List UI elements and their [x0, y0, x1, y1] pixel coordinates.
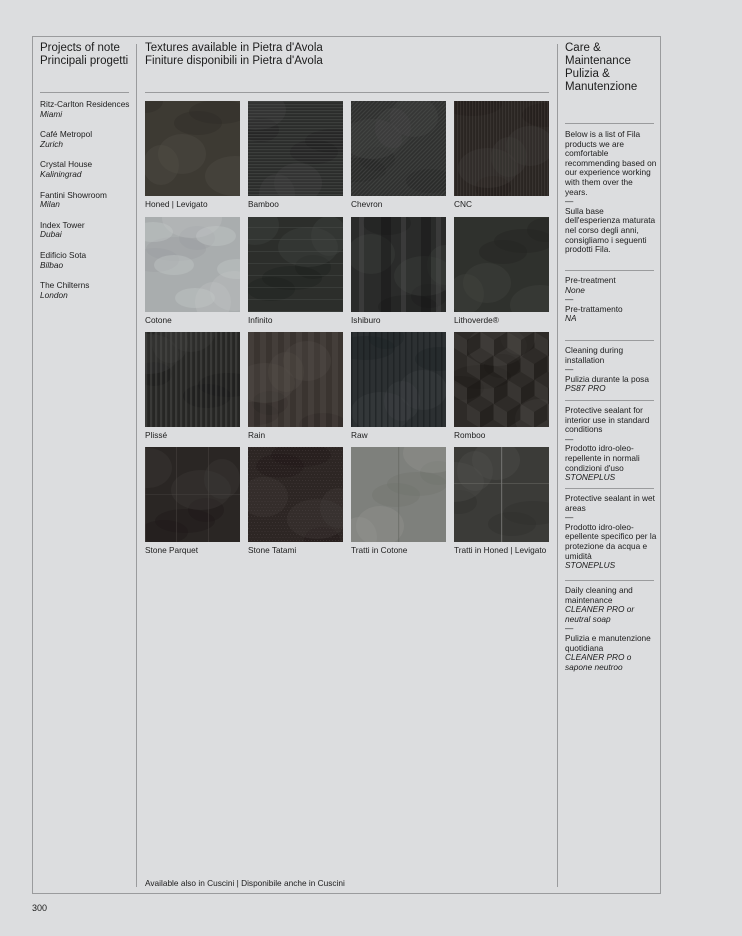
care-item-it-value: NA	[565, 313, 577, 324]
textures-divider	[145, 92, 549, 93]
texture-label: Raw	[351, 430, 368, 440]
project-city: Zurich	[40, 138, 64, 149]
care-item-dash: —	[565, 433, 574, 444]
texture-swatch	[145, 332, 240, 427]
projects-heading	[40, 42, 132, 68]
texture-label: CNC	[454, 199, 472, 209]
care-item-dash: —	[565, 294, 574, 305]
care-heading-line1: Care &	[565, 42, 601, 54]
texture-label: Lithoverde®	[454, 315, 499, 325]
care-divider-top	[565, 123, 654, 124]
textures-heading-it: Finiture disponibili in Pietra d'Avola	[145, 55, 323, 67]
care-item	[565, 406, 657, 483]
texture-label: Stone Tatami	[248, 545, 297, 555]
texture-swatch	[454, 101, 549, 196]
project-city: Dubai	[40, 229, 62, 240]
texture-swatch	[248, 101, 343, 196]
texture-swatch	[454, 217, 549, 312]
texture-label: Honed | Levigato	[145, 199, 208, 209]
project-name: Index Tower	[40, 219, 85, 230]
projects-list	[40, 100, 135, 311]
care-item-dash: —	[565, 512, 574, 523]
care-item-it-value: STONEPLUS	[565, 560, 616, 571]
projects-heading-en: Projects of note	[40, 42, 120, 54]
care-item-it: Pulizia e manutenzione quotidiana	[565, 632, 651, 653]
care-heading-line3: Pulizia &	[565, 68, 610, 80]
care-item-en: Cleaning during installation	[565, 345, 624, 365]
project-item	[40, 221, 135, 240]
care-item	[565, 276, 657, 324]
texture-swatch	[248, 217, 343, 312]
project-name: Ritz-Carlton Residences	[40, 99, 130, 109]
care-item-en-value: None	[565, 284, 585, 295]
texture-label: Plissé	[145, 430, 168, 440]
care-intro	[565, 130, 657, 255]
care-item-it-value: PS87 PRO	[565, 383, 606, 394]
texture-label: Romboo	[454, 430, 486, 440]
project-name: Fantini Showroom	[40, 189, 107, 200]
care-item-it-value: STONEPLUS	[565, 472, 616, 483]
texture-label: Bamboo	[248, 199, 279, 209]
care-item-it: Prodotto idro-oleo-repellente in normali condizioni d'uso	[565, 443, 640, 473]
column-divider-left	[136, 44, 137, 887]
care-item-dash: —	[565, 623, 574, 634]
care-item-en: Pre-treatment	[565, 275, 616, 285]
project-city: Miami	[40, 108, 63, 119]
texture-swatch	[145, 217, 240, 312]
texture-swatch	[351, 101, 446, 196]
project-item	[40, 281, 135, 300]
project-name: Crystal House	[40, 159, 93, 170]
texture-swatch	[351, 217, 446, 312]
care-item-en: Daily cleaning and maintenance	[565, 585, 633, 605]
project-item	[40, 100, 135, 119]
care-item-en-value: CLEANER PRO or neutral soap	[565, 604, 635, 624]
texture-swatch	[145, 101, 240, 196]
texture-label: Ishiburo	[351, 315, 381, 325]
projects-divider	[40, 92, 129, 93]
project-name: Edificio Sota	[40, 249, 87, 260]
texture-label: Chevron	[351, 199, 383, 209]
texture-swatch	[454, 447, 549, 542]
texture-label: Stone Parquet	[145, 545, 199, 555]
textures-heading-en: Textures available in Pietra d'Avola	[145, 42, 323, 54]
texture-label: Rain	[248, 430, 266, 440]
care-intro-dash: —	[565, 196, 574, 207]
page-number: 300	[32, 903, 48, 913]
care-item-divider	[565, 340, 654, 341]
care-intro-en: Below is a list of Fila products we are comfortable recommending based on our experience working with them over the years.	[565, 129, 657, 197]
texture-swatch	[454, 332, 549, 427]
care-item-divider	[565, 400, 654, 401]
projects-heading-it: Principali progetti	[40, 55, 129, 67]
care-item-en: Protective sealant for interior use in standard conditions	[565, 405, 650, 435]
project-city: Milan	[40, 199, 60, 210]
project-item	[40, 160, 135, 179]
texture-swatch	[248, 447, 343, 542]
care-item-it: Pre-trattamento	[565, 303, 623, 314]
texture-label: Tratti in Cotone	[351, 545, 408, 555]
care-item-divider	[565, 488, 654, 489]
care-item	[565, 586, 657, 672]
care-item-divider	[565, 270, 654, 271]
texture-swatch	[248, 332, 343, 427]
project-city: Kaliningrad	[40, 168, 82, 179]
textures-heading	[145, 42, 545, 68]
texture-label: Infinito	[248, 315, 273, 325]
care-item-en: Protective sealant in wet areas	[565, 493, 655, 513]
project-name: Café Metropol	[40, 129, 93, 140]
texture-swatch	[351, 447, 446, 542]
care-heading	[565, 42, 657, 94]
column-divider-right	[557, 44, 558, 887]
project-item	[40, 191, 135, 210]
project-city: Bilbao	[40, 259, 64, 270]
care-item-it-value: CLEANER PRO o sapone neutroo	[565, 652, 632, 672]
project-item	[40, 130, 135, 149]
texture-label: Cotone	[145, 315, 172, 325]
care-item-it: Prodotto idro-oleo-epellente specifico per la protezione da acqua e umidità	[565, 521, 657, 561]
footnote: Available also in Cuscini | Disponibile anche in Cuscini	[145, 878, 345, 888]
care-item-it: Pulizia durante la posa	[565, 373, 649, 384]
care-item	[565, 494, 657, 571]
care-item-divider	[565, 580, 654, 581]
care-heading-line2: Maintenance	[565, 55, 631, 67]
texture-swatch	[351, 332, 446, 427]
care-item	[565, 346, 657, 394]
care-intro-it: Sulla base dell'esperienza maturata nel corso degli anni, consigliamo i seguenti prodotti Fila.	[565, 205, 656, 255]
texture-swatch	[145, 447, 240, 542]
project-item	[40, 251, 135, 270]
texture-label: Tratti in Honed | Levigato	[454, 545, 547, 555]
project-city: London	[40, 289, 68, 300]
care-item-dash: —	[565, 364, 574, 375]
care-heading-line4: Manutenzione	[565, 81, 638, 93]
project-name: The Chilterns	[40, 280, 90, 291]
